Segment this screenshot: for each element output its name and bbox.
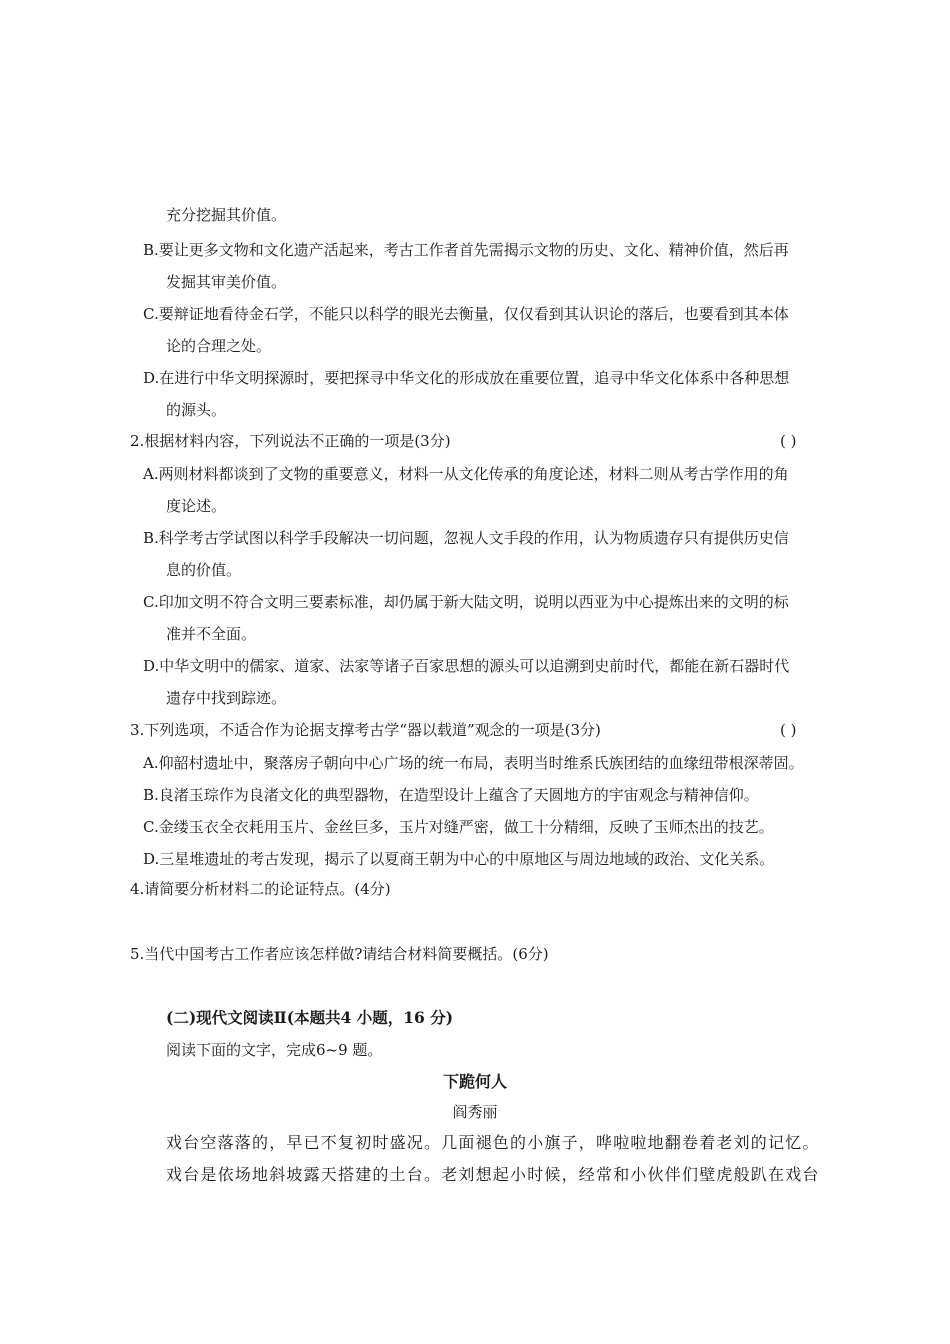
text-line-l25: 阅读下面的文字，完成6~9 题。 — [166, 1041, 383, 1059]
text-line-l2: B.要让更多文物和文化遗产活起来，考古工作者首先需揭示文物的历史、文化、精神价值，然后再 — [143, 241, 789, 259]
text-line-l7: 的源头。 — [166, 401, 227, 419]
text-line-l22: 4.请简要分析材料二的论证特点。(4分) — [130, 880, 391, 898]
text-line-l16: 遗存中找到踪迹。 — [166, 689, 287, 707]
text-line-l27: 阎秀丽 — [452, 1103, 498, 1121]
text-line-l29: 戏台是依场地斜坡露天搭建的土台。老刘想起小时候，经常和小伙伴们壁虎般趴在戏台 — [166, 1167, 820, 1184]
text-line-l24: (二)现代文阅读Ⅱ(本题共4 小题，16 分) — [166, 1008, 454, 1027]
text-line-l28: 戏台空落落的，早已不复初时盛况。几面褪色的小旗子，哗啦啦地翻卷着老刘的记忆。 — [166, 1135, 820, 1152]
text-line-l21: D.三星堆遗址的考古发现，揭示了以夏商王朝为中心的中原地区与周边地域的政治、文化关系。 — [143, 850, 775, 868]
text-line-l5: 论的合理之处。 — [166, 337, 272, 355]
text-line-l11: B.科学考古学试图以科学手段解决一切问题，忽视人文手段的作用，认为物质遗存只有提供历史信 — [143, 529, 789, 547]
text-line-l9: A.两则材料都谈到了文物的重要意义，材料一从文化传承的角度论述，材料二则从考古学作用的角 — [143, 465, 789, 483]
answer-blank-p2: ( ) — [780, 432, 797, 450]
text-line-l3: 发掘其审美价值。 — [166, 273, 287, 291]
text-line-l4: C.要辩证地看待金石学，不能只以科学的眼光去衡量，仅仅看到其认识论的落后，也要看到其本体 — [143, 305, 789, 323]
text-line-l13: C.印加文明不符合文明三要素标准，却仍属于新大陆文明，说明以西亚为中心提炼出来的文明的标 — [143, 593, 789, 611]
answer-blank-p3: ( ) — [780, 721, 797, 739]
text-line-l23: 5.当代中国考古工作者应该怎样做?请结合材料简要概括。(6分) — [130, 945, 549, 963]
text-line-l17: 3.下列选项，不适合作为论据支撑考古学“器以载道”观念的一项是(3分) — [130, 721, 601, 739]
text-line-l20: C.金缕玉衣全衣耗用玉片、金丝巨多，玉片对缝严密，做工十分精细，反映了玉师杰出的技艺。 — [143, 818, 774, 836]
text-line-l18: A.仰韶村遗址中，聚落房子朝向中心广场的统一布局，表明当时维系氏族团结的血缘纽带根深蒂固。 — [143, 754, 804, 772]
text-line-l19: B.良渚玉琮作为良渚文化的典型器物，在造型设计上蕴含了天圆地方的宇宙观念与精神信仰。 — [143, 786, 759, 804]
text-line-l10: 度论述。 — [166, 497, 227, 515]
text-line-l26: 下跪何人 — [442, 1072, 507, 1091]
text-line-l14: 准并不全面。 — [166, 625, 257, 643]
text-line-l8: 2.根据材料内容，下列说法不正确的一项是(3分) — [130, 432, 451, 450]
text-line-l15: D.中华文明中的儒家、道家、法家等诸子百家思想的源头可以追溯到史前时代，都能在新石器时代 — [143, 657, 790, 675]
text-line-l6: D.在进行中华文明探源时，要把探寻中华文化的形成放在重要位置，追寻中华文化体系中各种思想 — [143, 369, 790, 387]
text-line-l1: 充分挖掘其价值。 — [166, 206, 287, 224]
text-line-l12: 息的价值。 — [166, 561, 242, 579]
